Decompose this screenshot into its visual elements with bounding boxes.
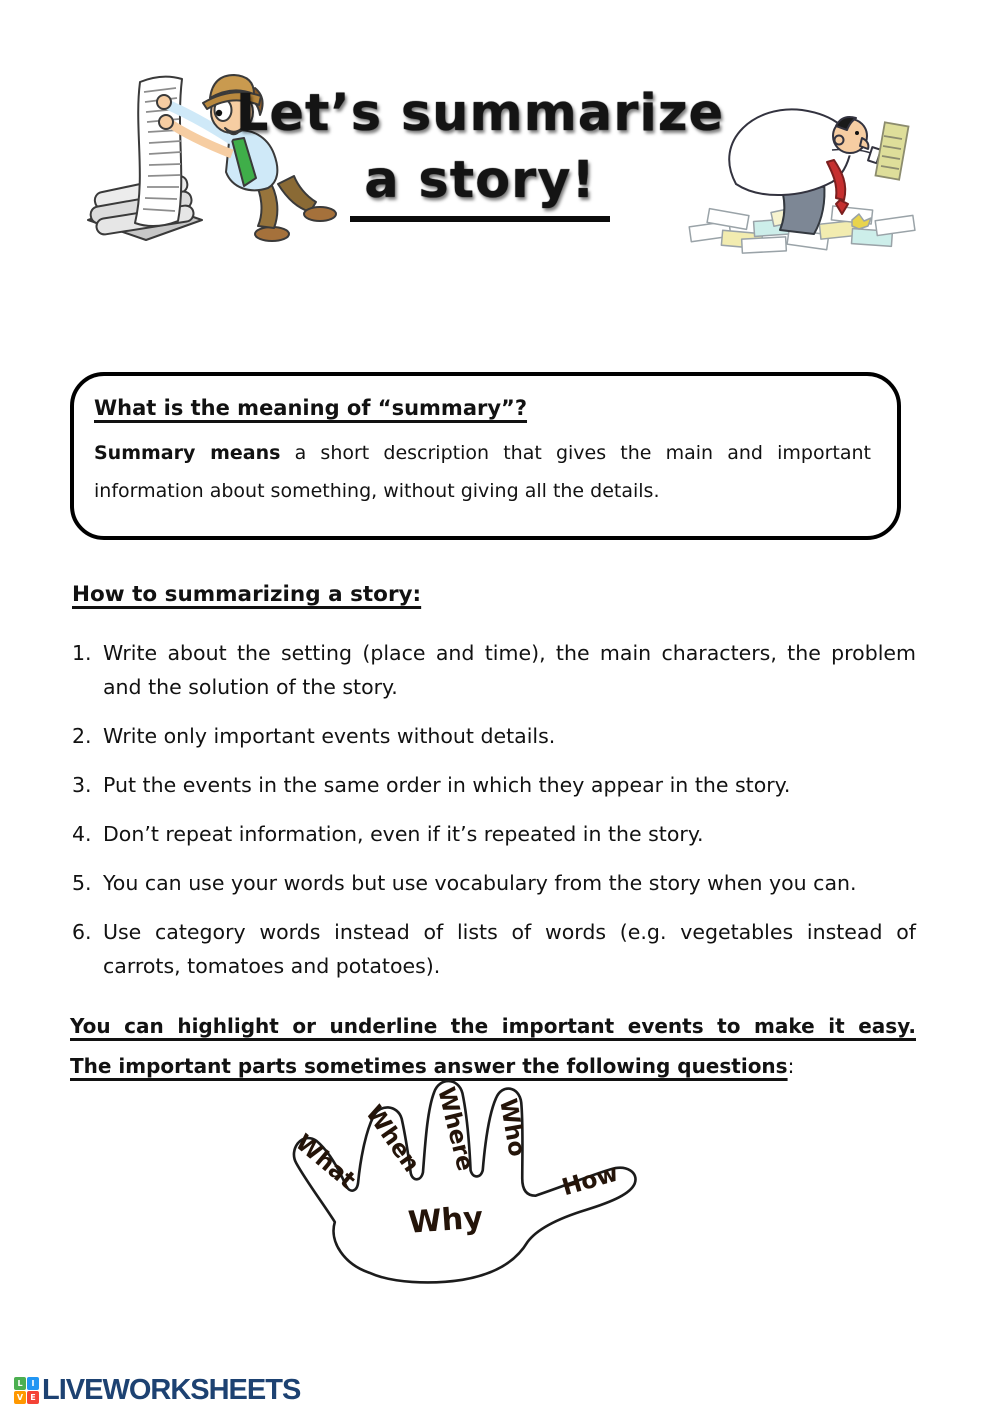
page-title xyxy=(222,84,738,222)
list-item: 6. Use category words instead of lists of words (e.g. vegetables instead of carrots, tomatoes and potatoes). xyxy=(72,920,916,978)
finger-label-what: What xyxy=(290,1129,361,1195)
note-line2-colon: : xyxy=(787,1054,795,1078)
how-to-heading: How to summarizing a story: xyxy=(72,582,422,607)
list-item: 3. Put the events in the same order in which they appear in the story. xyxy=(72,773,791,797)
palm-label-why: Why xyxy=(407,1200,485,1241)
page-title-line2: a story! xyxy=(350,151,610,222)
list-item: 4. Don’t repeat information, even if it’s repeated in the story. xyxy=(72,822,704,846)
logo-square-v: V xyxy=(14,1391,26,1404)
logo-square-i: I xyxy=(27,1377,39,1390)
note-line2: The important parts sometimes answer the following questions xyxy=(70,1054,788,1078)
list-item: 1. Write about the setting (place and time), the main characters, the problem and the solution of the story. xyxy=(72,641,916,699)
man-searching-paper-pile-illustration xyxy=(684,88,919,256)
five-w-questions-hand-illustration xyxy=(272,1072,657,1290)
definition-text xyxy=(94,434,871,510)
definition-heading: What is the meaning of “summary”? xyxy=(94,396,528,420)
list-item: 5. You can use your words but use vocabulary from the story when you can. xyxy=(72,871,857,895)
finger-label-where: Where xyxy=(432,1084,479,1174)
logo-text: LIVEWORKSHEETS xyxy=(42,1374,301,1406)
liveworksheets-logo[interactable] xyxy=(14,1374,300,1407)
finger-label-how: How xyxy=(558,1159,622,1202)
finger-label-who: Who xyxy=(494,1096,531,1159)
summary-definition-box xyxy=(70,372,901,540)
definition-body: a short description that gives the main and important information about something, without giving all the details. xyxy=(94,442,871,502)
liveworksheets-logo-icon xyxy=(14,1377,39,1404)
note-line1: You can highlight or underline the important events to make it easy. xyxy=(70,1014,916,1038)
how-to-list xyxy=(72,636,916,998)
logo-square-e: E xyxy=(27,1391,39,1404)
logo-square-l: L xyxy=(14,1377,26,1390)
list-item: 2. Write only important events without details. xyxy=(72,724,556,748)
definition-lead: Summary means xyxy=(94,442,281,464)
finger-label-when: When xyxy=(360,1100,426,1178)
page-title-line1: Let’s summarize xyxy=(235,84,725,143)
